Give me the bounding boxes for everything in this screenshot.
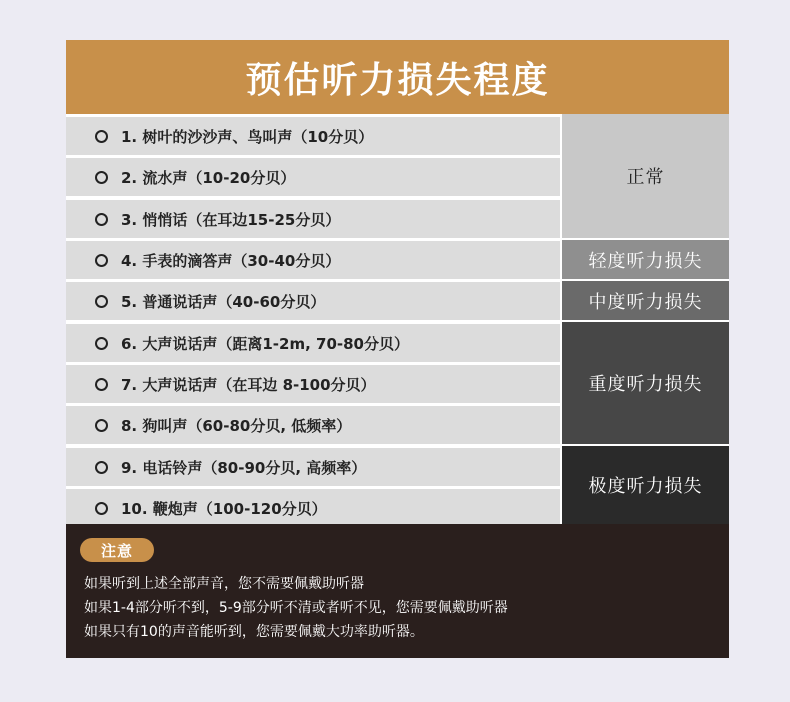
level-profound: 极度听力损失 — [562, 446, 729, 524]
radio-icon[interactable] — [95, 502, 108, 515]
radio-icon[interactable] — [95, 337, 108, 350]
list-item-label: 4. 手表的滴答声（30-40分贝） — [121, 251, 341, 270]
list-item-label: 1. 树叶的沙沙声、鸟叫声（10分贝） — [121, 127, 374, 146]
level-normal: 正常 — [562, 114, 729, 238]
note-line: 如果只有10的声音能听到，您需要佩戴大功率助听器。 — [84, 624, 424, 640]
radio-icon[interactable] — [95, 295, 108, 308]
list-item-label: 5. 普通说话声（40-60分贝） — [121, 292, 326, 311]
list-item[interactable] — [66, 406, 560, 444]
note-line: 如果1-4部分听不到，5-9部分听不清或者听不见，您需要佩戴助听器 — [84, 600, 508, 616]
list-item-label: 3. 悄悄话（在耳边15-25分贝） — [121, 210, 341, 229]
list-item[interactable] — [66, 158, 560, 196]
list-item-label: 7. 大声说话声（在耳边 8-100分贝） — [121, 375, 376, 394]
radio-icon[interactable] — [95, 254, 108, 267]
list-item[interactable] — [66, 200, 560, 238]
note-badge: 注意 — [80, 538, 154, 562]
list-item[interactable] — [66, 241, 560, 279]
list-item[interactable] — [66, 489, 560, 527]
radio-icon[interactable] — [95, 171, 108, 184]
list-item-label: 2. 流水声（10-20分贝） — [121, 168, 296, 187]
radio-icon[interactable] — [95, 461, 108, 474]
radio-icon[interactable] — [95, 213, 108, 226]
note-line: 如果听到上述全部声音，您不需要佩戴助听器 — [84, 576, 364, 592]
page-title: 预估听力损失程度 — [66, 40, 729, 114]
radio-icon[interactable] — [95, 378, 108, 391]
list-item-label: 6. 大声说话声（距离1-2m, 70-80分贝） — [121, 334, 409, 353]
level-severe: 重度听力损失 — [562, 322, 729, 444]
radio-icon[interactable] — [95, 130, 108, 143]
note-panel — [66, 524, 729, 658]
radio-icon[interactable] — [95, 419, 108, 432]
list-item[interactable] — [66, 324, 560, 362]
level-mild: 轻度听力损失 — [562, 240, 729, 279]
list-item-label: 9. 电话铃声（80-90分贝, 高频率） — [121, 458, 367, 477]
list-item[interactable] — [66, 448, 560, 486]
hearing-loss-card — [66, 40, 729, 658]
list-item-label: 8. 狗叫声（60-80分贝, 低频率） — [121, 416, 352, 435]
list-item[interactable] — [66, 117, 560, 155]
level-moderate: 中度听力损失 — [562, 281, 729, 320]
list-item[interactable] — [66, 365, 560, 403]
list-item[interactable] — [66, 282, 560, 320]
list-item-label: 10. 鞭炮声（100-120分贝） — [121, 499, 327, 518]
